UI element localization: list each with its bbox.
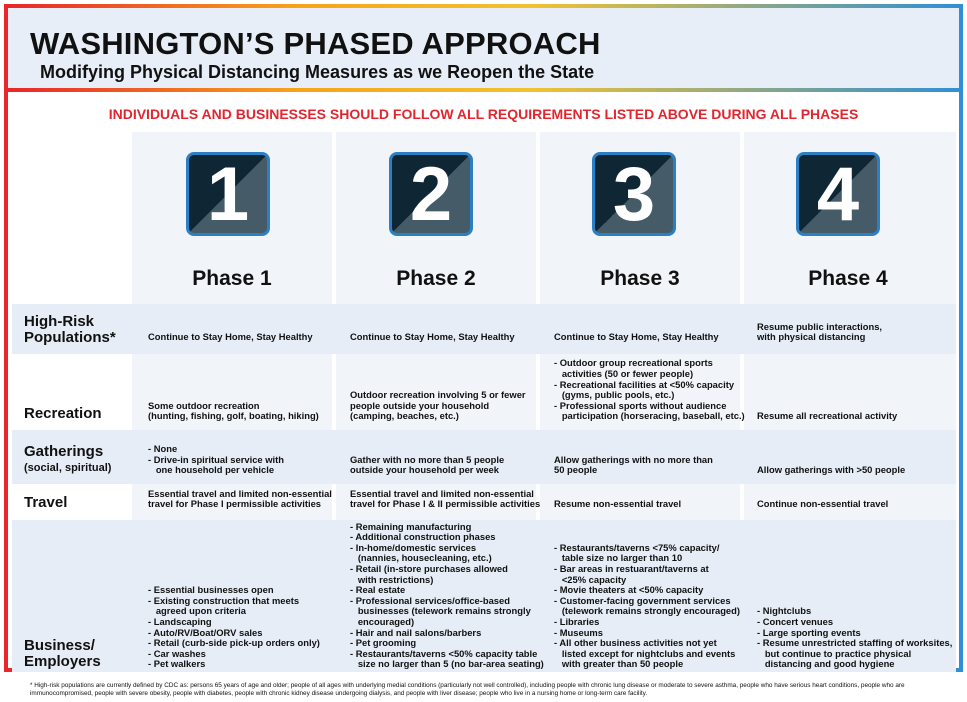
cell-line: size no larger than 5 (no bar-area seating) (350, 658, 544, 670)
cell-line: activities (50 or fewer people) (554, 367, 694, 379)
phase-3-number: 3 (612, 152, 656, 236)
cell-line: - Essential businesses open (148, 584, 274, 596)
cell-line: - Nightclubs (757, 605, 812, 617)
cell-line: table size no larger than 10 (554, 552, 683, 564)
cell-recreation-phase-3 (554, 358, 745, 422)
cell-line: (nannies, housecleaning, etc.) (350, 552, 492, 564)
cell-line: - Retail (curb-side pick-up orders only) (148, 637, 320, 649)
cell-line: Resume non-essential travel (554, 498, 682, 510)
cell-line: with restrictions) (350, 573, 434, 585)
cell-line: Continue non-essential travel (757, 498, 889, 510)
cell-line: encouraged) (350, 615, 415, 627)
cell-line: participation (horseracing, baseball, etc.) (554, 410, 745, 422)
cell-line: with greater than 50 people (554, 658, 684, 670)
cell-high-risk-phase-2 (350, 332, 515, 343)
cell-line: - Retail (in-store purchases allowed (350, 562, 508, 574)
cell-business-phase-1 (148, 585, 320, 670)
cell-line: Continue to Stay Home, Stay Healthy (350, 331, 515, 343)
cell-line: - Restaurants/taverns <50% capacity table (350, 647, 538, 659)
phase-4-number: 4 (816, 152, 860, 236)
cell-line: Continue to Stay Home, Stay Healthy (554, 331, 719, 343)
row-head-business-line1: Business/ (24, 637, 95, 654)
cell-high-risk-phase-1 (148, 332, 313, 343)
cell-line: - Professional services/office-based (350, 594, 510, 606)
cell-line: listed except for nightclubs and events (554, 647, 736, 659)
row-head-high-risk-line2: Populations* (24, 329, 116, 346)
cell-line: 50 people (554, 464, 598, 476)
cell-line: one household per vehicle (148, 464, 275, 476)
cell-line: Allow gatherings with no more than (554, 453, 713, 465)
cell-high-risk-phase-4 (757, 322, 882, 343)
footnote: * High-risk populations are currently defined by CDC as: persons 65 years of age and older; people of all ages with underlying medial conditions (particularly not well controlled), including people with chronic lung disease or moderate to severe asthma, people who have serious heart conditions, people who are immunocompromised, people with severe obesity, people with diabetes, people with chronic kidney disease undergoing dialysis, and people with liver disease; people who live in a nursing home or long-term care facility. (30, 682, 905, 697)
cell-line: Gather with no more than 5 people (350, 453, 505, 465)
cell-line: Allow gatherings with >50 people (757, 464, 906, 476)
row-head-gatherings-sub: (social, spiritual) (24, 462, 112, 474)
cell-line: - Landscaping (148, 615, 212, 627)
cell-line: - Large sporting events (757, 626, 861, 638)
row-head-travel: Travel (24, 494, 68, 511)
cell-line: Continue to Stay Home, Stay Healthy (148, 331, 313, 343)
cell-line: - Outdoor group recreational sports (554, 357, 713, 369)
cell-line: <25% capacity (554, 573, 627, 585)
cell-line: - Real estate (350, 584, 406, 596)
cell-line: Essential travel and limited non-essential (350, 487, 534, 499)
cell-gatherings-phase-3 (554, 455, 713, 476)
cell-line: - None (148, 443, 178, 455)
cell-line: - Concert venues (757, 615, 834, 627)
cell-line: - Drive-in spiritual service with (148, 453, 284, 465)
row-head-gatherings (24, 444, 111, 476)
phase-3-badge (592, 152, 676, 236)
cell-line: - Hair and nail salons/barbers (350, 626, 482, 638)
row-head-recreation: Recreation (24, 405, 102, 422)
cell-line: Resume public interactions, (757, 320, 883, 332)
cell-line: - Additional construction phases (350, 531, 496, 543)
phase-4-label: Phase 4 (808, 267, 888, 290)
cell-line: - In-home/domestic services (350, 541, 477, 553)
header (8, 8, 959, 92)
cell-line: Resume all recreational activity (757, 410, 898, 422)
notice-banner: INDIVIDUALS AND BUSINESSES SHOULD FOLLOW ALL REQUIREMENTS LISTED ABOVE DURING ALL PHASES (108, 106, 859, 122)
cell-recreation-phase-2 (350, 390, 526, 422)
cell-line: - Car washes (148, 647, 206, 659)
cell-line: - Recreational facilities at <50% capacity (554, 378, 735, 390)
cell-line: (telework remains strongly encouraged) (554, 605, 740, 617)
cell-line: - Movie theaters at <50% capacity (554, 584, 704, 596)
row-head-gatherings-title: Gatherings (24, 443, 104, 460)
cell-line: - Resume unrestricted staffing of worksites, (757, 637, 953, 649)
cell-recreation-phase-4 (757, 411, 897, 422)
cell-line: Essential travel and limited non-essential (148, 487, 332, 499)
cell-line: - Museums (554, 626, 603, 638)
cell-gatherings-phase-4 (757, 465, 905, 476)
cell-line: businesses (telework remains strongly (350, 605, 531, 617)
page-frame (4, 4, 963, 697)
cell-line: with physical distancing (757, 331, 866, 343)
row-head-high-risk-line1: High-Risk (24, 313, 95, 330)
phase-1-number: 1 (206, 152, 250, 236)
cell-travel-phase-1 (148, 489, 332, 510)
cell-line: (gyms, public pools, etc.) (554, 389, 675, 401)
cell-business-phase-4 (757, 606, 952, 670)
cell-line: outside your household per week (350, 464, 499, 476)
cell-high-risk-phase-3 (554, 332, 719, 343)
cell-line: (camping, beaches, etc.) (350, 410, 459, 422)
phase-3-label: Phase 3 (600, 267, 680, 290)
cell-line: Outdoor recreation involving 5 or fewer (350, 389, 526, 401)
phase-table (12, 132, 956, 672)
cell-line: - All other business activities not yet (554, 637, 717, 649)
phase-2-badge (389, 152, 473, 236)
cell-line: (hunting, fishing, golf, boating, hiking) (148, 410, 319, 422)
cell-line: - Restaurants/taverns <75% capacity/ (554, 541, 720, 553)
page-title: WASHINGTON’S PHASED APPROACH (30, 26, 601, 61)
cell-travel-phase-3 (554, 499, 681, 510)
cell-line: agreed upon criteria (148, 605, 246, 617)
cell-line: distancing and good hygiene (757, 658, 895, 670)
cell-line: - Pet walkers (148, 658, 206, 670)
cell-line: - Auto/RV/Boat/ORV sales (148, 626, 263, 638)
cell-line: - Libraries (554, 615, 600, 627)
cell-line: travel for Phase I & II permissible activities (350, 498, 541, 510)
row-head-business-line2: Employers (24, 653, 101, 670)
cell-line: Some outdoor recreation (148, 399, 260, 411)
row-head-high-risk (24, 314, 116, 346)
cell-line: people outside your household (350, 399, 490, 411)
phase-1-label: Phase 1 (192, 267, 272, 290)
cell-line: - Customer-facing government services (554, 594, 731, 606)
cell-line: - Remaining manufacturing (350, 520, 472, 532)
cell-line: - Existing construction that meets (148, 594, 300, 606)
cell-business-phase-3 (554, 543, 740, 670)
phase-2-number: 2 (409, 152, 453, 236)
phase-1-badge (186, 152, 270, 236)
cell-gatherings-phase-2 (350, 455, 504, 476)
cell-line: travel for Phase I permissible activities (148, 498, 321, 510)
page-subtitle: Modifying Physical Distancing Measures as we Reopen the State (40, 62, 595, 82)
phase-2-label: Phase 2 (396, 267, 476, 290)
cell-line: - Bar areas in restuarant/taverns at (554, 562, 709, 574)
cell-line: - Professional sports without audience (554, 399, 727, 411)
cell-line: but continue to practice physical (757, 647, 912, 659)
phase-4-badge (796, 152, 880, 236)
cell-line: - Pet grooming (350, 637, 417, 649)
cell-business-phase-2 (350, 522, 544, 670)
row-head-business (24, 638, 101, 670)
cell-gatherings-phase-1 (148, 444, 284, 476)
cell-recreation-phase-1 (148, 401, 319, 422)
cell-travel-phase-2 (350, 489, 540, 510)
cell-travel-phase-4 (757, 499, 888, 510)
